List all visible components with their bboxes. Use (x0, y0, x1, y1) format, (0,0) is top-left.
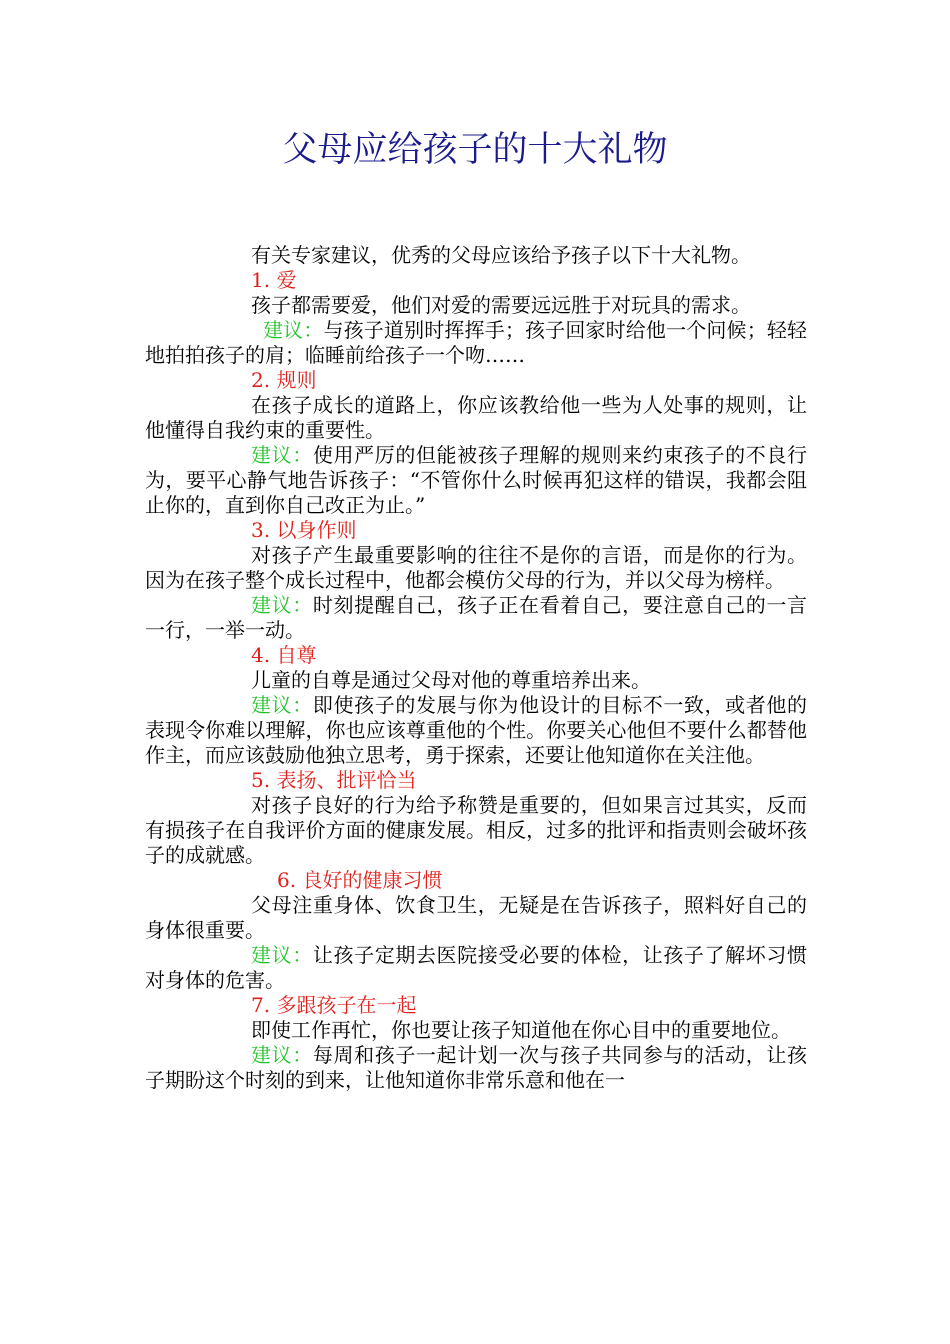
tip-label: 建议： (251, 443, 313, 467)
section-text-example: 对孩子产生最重要影响的往往不是你的言语，而是你的行为。因为在孩子整个成长过程中，他都会模仿父母的行为，并以父母为榜样。 (145, 543, 807, 592)
section-heading-self-esteem: 4. 自尊 (251, 643, 317, 667)
section-tip-time-together (145, 1043, 807, 1093)
section-heading-time-together: 7. 多跟孩子在一起 (251, 993, 417, 1017)
section-tip-love (145, 318, 807, 368)
section-heading-rules: 2. 规则 (251, 368, 317, 392)
tip-label: 建议： (251, 943, 313, 967)
tip-label: 建议： (251, 1043, 313, 1067)
tip-label: 建议： (251, 693, 313, 717)
section-tip-self-esteem (145, 693, 807, 768)
section-heading-health: 6. 良好的健康习惯 (277, 868, 443, 892)
section-text-health: 父母注重身体、饮食卫生，无疑是在告诉孩子，照料好自己的身体很重要。 (145, 893, 807, 942)
tip-label: 建议： (251, 593, 313, 617)
section-text-time-together: 即使工作再忙，你也要让孩子知道他在你心目中的重要地位。 (251, 1018, 791, 1042)
section-text-rules: 在孩子成长的道路上，你应该教给他一些为人处事的规则，让他懂得自我约束的重要性。 (145, 393, 807, 442)
tip-text: 时刻提醒自己，孩子正在看着自己，要注意自己的一言一行，一举一动。 (145, 593, 808, 642)
section-tip-health (145, 943, 807, 993)
section-tip-rules (145, 443, 807, 518)
section-heading-example: 3. 以身作则 (251, 518, 357, 542)
tip-text: 与孩子道别时挥挥手；孩子回家时给他一个问候；轻轻地拍拍孩子的肩；临睡前给孩子一个吻…… (145, 318, 808, 367)
tip-text: 使用严厉的但能被孩子理解的规则来约束孩子的不良行为，要平心静气地告诉孩子：“不管你什么时候再犯这样的错误，我都会阻止你的，直到你自己改正为止。” (145, 443, 808, 517)
intro-paragraph: 有关专家建议，优秀的父母应该给予孩子以下十大礼物。 (251, 243, 751, 267)
document-body (145, 243, 807, 1093)
section-text-praise: 对孩子良好的行为给予称赞是重要的，但如果言过其实，反而有损孩子在自我评价方面的健康发展。相反，过多的批评和指责则会破坏孩子的成就感。 (145, 793, 807, 867)
section-text-love: 孩子都需要爱，他们对爱的需要远远胜于对玩具的需求。 (251, 293, 751, 317)
tip-label: 建议： (263, 318, 324, 342)
section-heading-love: 1. 爱 (251, 268, 297, 292)
section-heading-praise: 5. 表扬、批评恰当 (251, 768, 417, 792)
tip-text: 让孩子定期去医院接受必要的体检，让孩子了解坏习惯对身体的危害。 (145, 943, 808, 992)
tip-text: 即使孩子的发展与你为他设计的目标不一致，或者他的表现令你难以理解，你也应该尊重他的个性。你要关心他但不要什么都替他作主，而应该鼓励他独立思考，勇于探索，还要让他知道你在关注他。 (145, 693, 808, 767)
section-tip-example (145, 593, 807, 643)
tip-text: 每周和孩子一起计划一次与孩子共同参与的活动，让孩子期盼这个时刻的到来，让他知道你非常乐意和他在一 (145, 1043, 808, 1092)
page-title: 父母应给孩子的十大礼物 (282, 130, 668, 170)
section-text-self-esteem: 儿童的自尊是通过父母对他的尊重培养出来。 (251, 668, 651, 692)
